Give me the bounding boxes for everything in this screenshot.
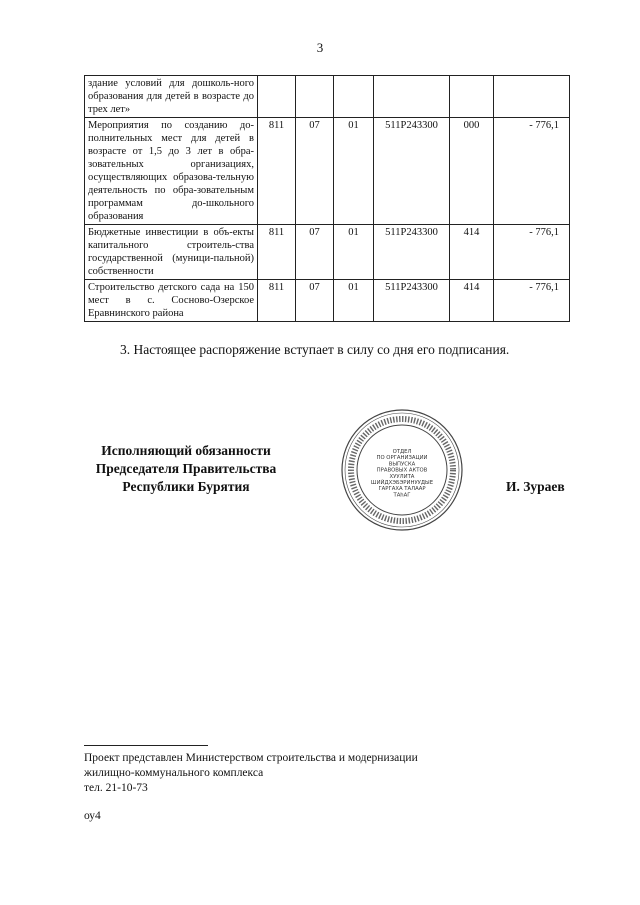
table-cell-amount bbox=[494, 76, 570, 118]
table-cell-code: 511P243300 bbox=[374, 225, 450, 280]
seal-text-line: ПРАВОВЫХ АКТОВ bbox=[376, 467, 428, 474]
table-cell-code: 01 bbox=[334, 225, 374, 280]
table-cell-code bbox=[450, 76, 494, 118]
table-cell-name: Мероприятия по созданию до-полнительных мест для детей в возрасте от 1,5 до 3 лет в обра-зовательных организациях, осуществляющих образова-тельную деятельность по обра-зовательным программам до-школьного образования bbox=[85, 118, 258, 225]
page-number: 3 bbox=[316, 40, 324, 55]
table-cell-code: 414 bbox=[450, 280, 494, 322]
document-code: оу4 bbox=[84, 810, 101, 822]
table-cell-name: Бюджетные инвестиции в объ-екты капитального строитель-ства государственной (муници-пальной) собственности bbox=[85, 225, 258, 280]
signatory-title-line: Исполняющий обязанности bbox=[101, 443, 271, 458]
table-cell-code: 07 bbox=[296, 118, 334, 225]
seal-text-line: ШИЙДХЭБЭРИНУУДЫЕ bbox=[370, 480, 434, 486]
table-cell-code: 811 bbox=[258, 280, 296, 322]
table-cell-name: здание условий для дошколь-ного образования для детей в возрасте до трех лет» bbox=[85, 76, 258, 118]
table-cell-code: 01 bbox=[334, 118, 374, 225]
signer-name: И. Зураев bbox=[506, 479, 565, 494]
seal-text-line: ХУУЛИТА bbox=[389, 473, 415, 480]
table-cell-code: 511P243300 bbox=[374, 280, 450, 322]
table-cell-code: 07 bbox=[296, 225, 334, 280]
footnote-line: Проект представлен Министерством строительства и модернизации bbox=[84, 752, 418, 764]
signatory-title bbox=[80, 442, 292, 496]
table-cell-name: Строительство детского сада на 150 мест в с. Сосново-Озерское Еравнинского района bbox=[85, 280, 258, 322]
table-cell-amount: - 776,1 bbox=[494, 225, 570, 280]
signatory-title-line: Председателя Правительства bbox=[95, 461, 277, 476]
table-row bbox=[85, 118, 570, 225]
table-cell-code: 414 bbox=[450, 225, 494, 280]
seal-text-line: ПО ОРГАНИЗАЦИИ bbox=[376, 455, 428, 462]
table-cell-code: 511P243300 bbox=[374, 118, 450, 225]
footnote bbox=[84, 751, 418, 796]
table-cell-code bbox=[334, 76, 374, 118]
table-cell-code: 07 bbox=[296, 280, 334, 322]
table-cell-code: 811 bbox=[258, 118, 296, 225]
seal-text-line: ВЫПУСКА bbox=[388, 461, 416, 468]
footnote-divider bbox=[84, 745, 208, 746]
table-cell-code: 000 bbox=[450, 118, 494, 225]
table-cell-code: 811 bbox=[258, 225, 296, 280]
table-cell-code bbox=[296, 76, 334, 118]
table-cell-code bbox=[374, 76, 450, 118]
official-seal bbox=[340, 408, 464, 532]
table-row bbox=[85, 280, 570, 322]
seal-text-line: ГАРГАХА ТАЛААР bbox=[378, 486, 426, 493]
table-cell-amount: - 776,1 bbox=[494, 118, 570, 225]
budget-table bbox=[84, 75, 570, 322]
table-row bbox=[85, 225, 570, 280]
table-cell-code bbox=[258, 76, 296, 118]
table-cell-amount: - 776,1 bbox=[494, 280, 570, 322]
table-row bbox=[85, 76, 570, 118]
footnote-line: тел. 21-10-73 bbox=[84, 782, 148, 794]
seal-text-line: ТАһАГ bbox=[393, 492, 411, 499]
footnote-line: жилищно-коммунального комплекса bbox=[84, 767, 264, 779]
clause-3: 3. Настоящее распоряжение вступает в силу со дня его подписания. bbox=[120, 342, 510, 357]
signatory-title-line: Республики Бурятия bbox=[122, 479, 250, 494]
table-cell-code: 01 bbox=[334, 280, 374, 322]
seal-text-line: ОТДЕЛ bbox=[392, 449, 412, 455]
